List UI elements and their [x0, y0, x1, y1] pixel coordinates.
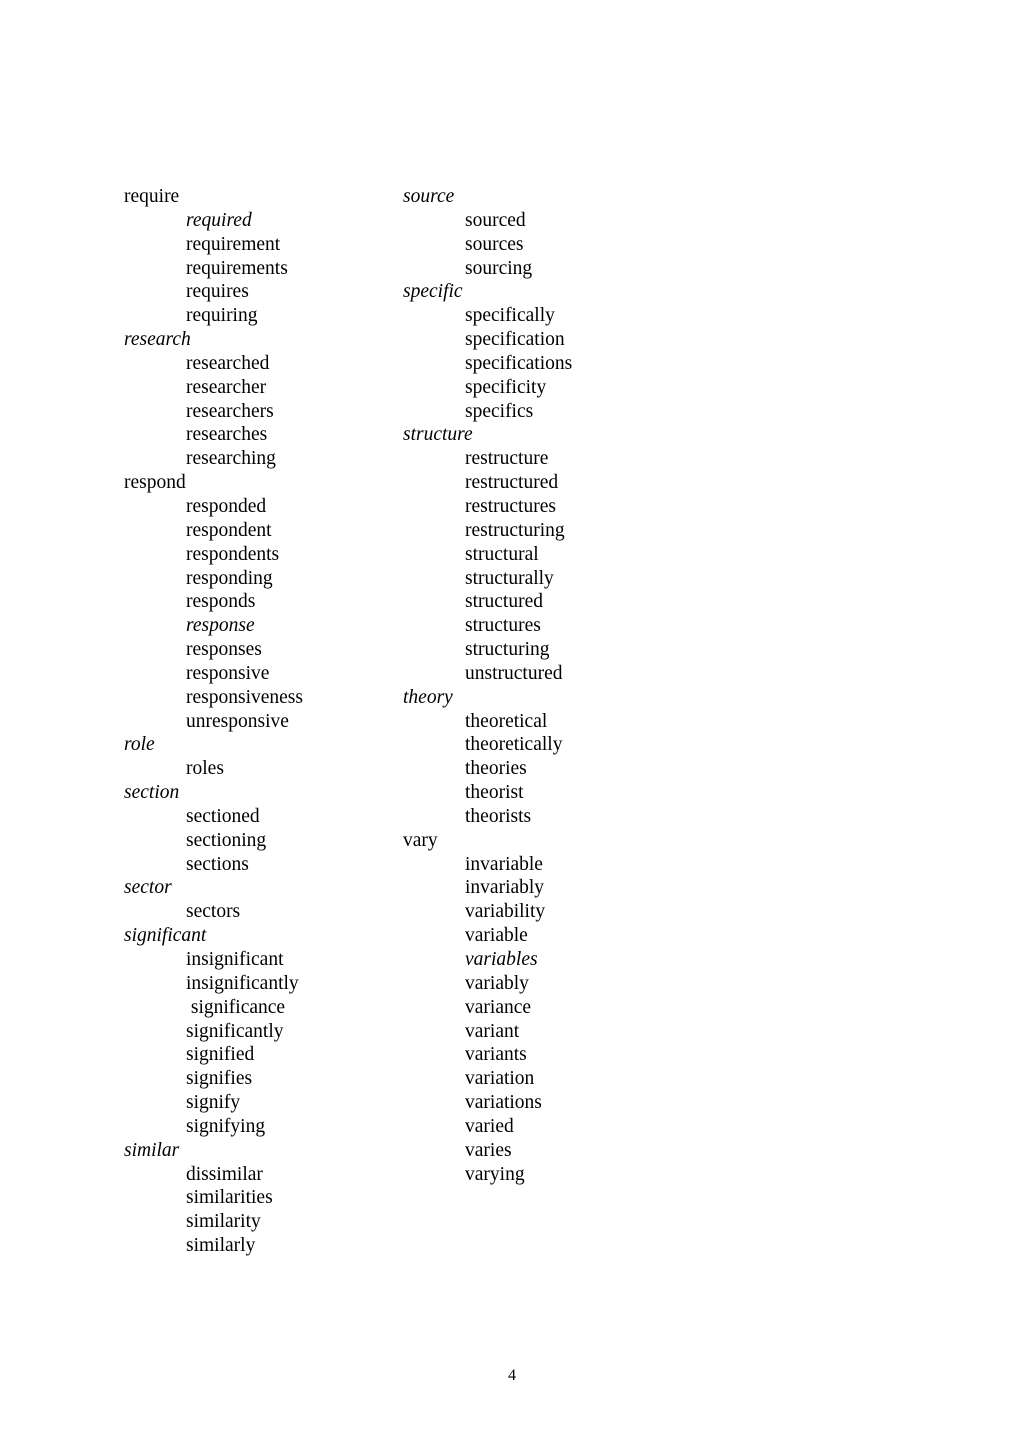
word-family-member: restructures	[465, 495, 556, 517]
word-list-left-column	[124, 185, 394, 1258]
word-family-member: researched	[186, 352, 270, 374]
word-family-member: theoretical	[465, 710, 548, 732]
headword: sector	[124, 877, 172, 899]
word-family-member: required	[186, 209, 252, 231]
word-family-member: roles	[186, 758, 224, 780]
word-family-member: variables	[465, 949, 538, 970]
word-family-member: dissimilar	[186, 1163, 263, 1185]
word-family-member: sectioning	[186, 829, 267, 851]
headword: section	[124, 782, 180, 804]
headword: specific	[403, 281, 463, 303]
word-family-member: responded	[186, 495, 267, 517]
word-family-member: requires	[186, 281, 249, 303]
headword: research	[124, 329, 191, 351]
word-family-member: researches	[186, 424, 268, 446]
word-family-member: signifies	[186, 1068, 253, 1090]
headword: significant	[124, 925, 207, 947]
word-family-member: structurally	[465, 567, 554, 589]
word-family-member: varying	[465, 1163, 525, 1185]
word-family-member: variations	[465, 1092, 542, 1114]
word-family-member: restructuring	[465, 519, 565, 541]
word-family-member: significance	[186, 996, 286, 1018]
word-family-member: signified	[186, 1044, 255, 1066]
word-family-member: variants	[465, 1044, 527, 1066]
headword: vary	[403, 829, 438, 851]
headword: require	[124, 186, 180, 207]
word-family-member: respondents	[186, 543, 280, 565]
word-family-member: specifics	[465, 400, 534, 422]
word-family-member: variation	[465, 1068, 535, 1090]
word-family-member: structured	[465, 591, 543, 613]
headword: theory	[403, 686, 453, 708]
word-family-member: specificity	[465, 376, 547, 398]
word-family-member: sourcing	[465, 257, 533, 279]
word-family-member: researching	[186, 448, 276, 470]
word-family-member: variance	[465, 996, 532, 1018]
word-family-member: responds	[186, 591, 256, 613]
headword: source	[403, 186, 455, 207]
headword: similar	[124, 1139, 180, 1161]
word-family-member: invariable	[465, 853, 543, 875]
word-family-member: similarity	[186, 1211, 261, 1233]
word-family-member: responding	[186, 567, 273, 589]
word-family-member: similarities	[186, 1187, 273, 1209]
word-family-member: theories	[465, 758, 527, 780]
word-family-member: unresponsive	[186, 710, 289, 732]
word-family-member: variably	[465, 972, 529, 994]
word-family-member: theorists	[465, 805, 532, 827]
word-list-right-column	[403, 185, 673, 1186]
word-family-member: signifying	[186, 1115, 266, 1137]
word-family-member: researchers	[186, 400, 274, 422]
word-family-member: respondent	[186, 519, 272, 541]
word-family-member: structural	[465, 543, 539, 565]
word-family-member: responsiveness	[186, 686, 303, 708]
word-family-member: requiring	[186, 305, 258, 327]
word-family-member: response	[186, 615, 255, 637]
word-family-member: researcher	[186, 376, 267, 398]
word-family-member: restructure	[465, 448, 549, 470]
word-family-member: requirement	[186, 233, 281, 255]
word-family-member: requirements	[186, 257, 288, 279]
word-family-member: theorist	[465, 782, 524, 804]
headword: role	[124, 734, 155, 756]
word-family-member: specifically	[465, 305, 555, 327]
headword: structure	[403, 424, 473, 446]
word-family-member: responses	[186, 639, 262, 661]
word-family-member: similarly	[186, 1235, 256, 1257]
word-family-member: significantly	[186, 1020, 284, 1042]
word-family-member: sectors	[186, 901, 241, 923]
word-family-member: structuring	[465, 639, 550, 661]
word-family-member: sources	[465, 233, 524, 255]
word-family-member: invariably	[465, 877, 545, 899]
word-family-member: variable	[465, 925, 528, 947]
word-family-member: unstructured	[465, 662, 563, 684]
word-family-member: theoretically	[465, 734, 563, 756]
word-family-member: variability	[465, 901, 546, 923]
word-family-member: varies	[465, 1139, 512, 1161]
word-family-member: specification	[465, 329, 565, 351]
word-family-member: insignificant	[186, 949, 284, 970]
word-family-member: signify	[186, 1092, 241, 1114]
word-family-member: insignificantly	[186, 972, 299, 994]
word-family-member: specifications	[465, 352, 573, 374]
word-family-member: structures	[465, 615, 541, 637]
word-family-member: varied	[465, 1115, 514, 1137]
word-family-member: sectioned	[186, 805, 260, 827]
headword: respond	[124, 472, 186, 494]
word-family-member: variant	[465, 1020, 520, 1042]
word-family-member: sourced	[465, 209, 526, 231]
word-family-member: sections	[186, 853, 249, 875]
word-family-member: responsive	[186, 662, 270, 684]
page-number: 4	[508, 1367, 516, 1384]
word-family-member: restructured	[465, 472, 559, 494]
